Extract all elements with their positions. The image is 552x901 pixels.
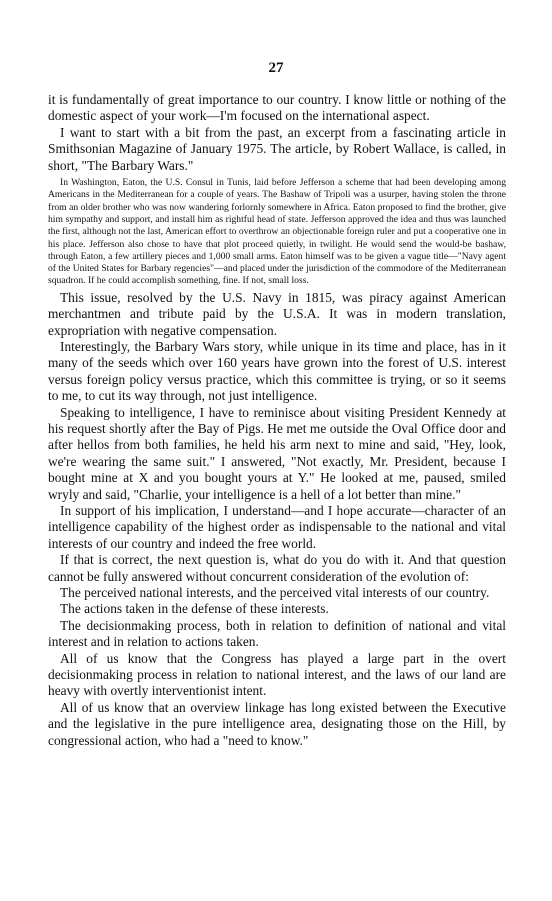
paragraph: The decisionmaking process, both in relation to definition of national and vital interest and in relation to actions taken. xyxy=(48,617,506,650)
paragraph: If that is correct, the next question is, what do you do with it. And that question cannot be fully answered without concurrent consideration of the evolution of: xyxy=(48,552,506,584)
block-quote: In Washington, Eaton, the U.S. Consul in Tunis, laid before Jefferson a scheme that had been developing among Americans in the Mediterranean for a couple of years. The Bashaw of Tripoli was a usurper, having stolen the throne from an older brother who was now wandering forlornly somewhere in Africa. Eaton proposed to find the brother, give him sympathy and support, and install him as rightful head of state. Jefferson approved the idea and thus was launched the first, although not the last, American effort to overthrow an objectionable foreign ruler and put a cooperative one in his place. Jefferson also chose to have that plot proceed quietly, in twilight. He would send the would-be bashaw, through Eaton, a few artillery pieces and 1,000 small arms. Eaton himself was to be given a vague title—"Navy agent of the United States for Barbary regencies"—and placed under the jurisdiction of the commodore of the Mediterranean squadron. If he could accomplish something, fine. If not, small loss. xyxy=(48,177,506,287)
paragraph: it is fundamentally of great importance to our country. I know little or nothing of the domestic aspect of your work—I'm focused on the international aspect. xyxy=(48,92,506,124)
paragraph: The perceived national interests, and the perceived vital interests of our country. xyxy=(60,585,490,601)
page-number: 27 xyxy=(268,60,284,76)
paragraph: Speaking to intelligence, I have to reminisce about visiting President Kennedy at his request shortly after the Bay of Pigs. He met me outside the Oval Office door and after hellos from both families, he held his arm next to mine and said, "Hey, look, we're wearing the same suit." I answered, "Not exactly, Mr. President, because I bought mine at X and you bought yours at Y." He looked at me, paused, smiled wryly and said, "Charlie, your intelligence is a hell of a lot better than mine." xyxy=(48,404,506,502)
paragraph: In support of his implication, I understand—and I hope accurate—character of an intelligence capability of the highest order as indispensable to the national and vital interests of our country and indeed the free world. xyxy=(48,502,506,551)
paragraph: All of us know that an overview linkage has long existed between the Executive and the legislative in the pure intelligence area, designating those on the Hill, by congressional action, who had a "need to know." xyxy=(48,699,506,748)
paragraph: The actions taken in the defense of these interests. xyxy=(60,601,329,617)
paragraph: This issue, resolved by the U.S. Navy in 1815, was piracy against American merchantmen and tribute paid by the U.S.A. It was in modern translation, expropriation with negative compensation. xyxy=(48,289,506,338)
paragraph: All of us know that the Congress has played a large part in the overt decisionmaking process in relation to national interest, and the laws of our land are heavy with overtly interventionist intent. xyxy=(48,650,506,699)
body-text xyxy=(48,92,506,749)
paragraph: Interestingly, the Barbary Wars story, while unique in its time and place, has in it many of the seeds which over 160 years have grown into the forest of U.S. interest versus foreign policy versus practice, which this committee is trying, or so it seems to me, to cut its way through, not just intelligence. xyxy=(48,338,506,404)
paragraph: I want to start with a bit from the past, an excerpt from a fascinating article in Smithsonian Magazine of January 1975. The article, by Robert Wallace, is called, in short, "The Barbary Wars." xyxy=(48,124,506,173)
